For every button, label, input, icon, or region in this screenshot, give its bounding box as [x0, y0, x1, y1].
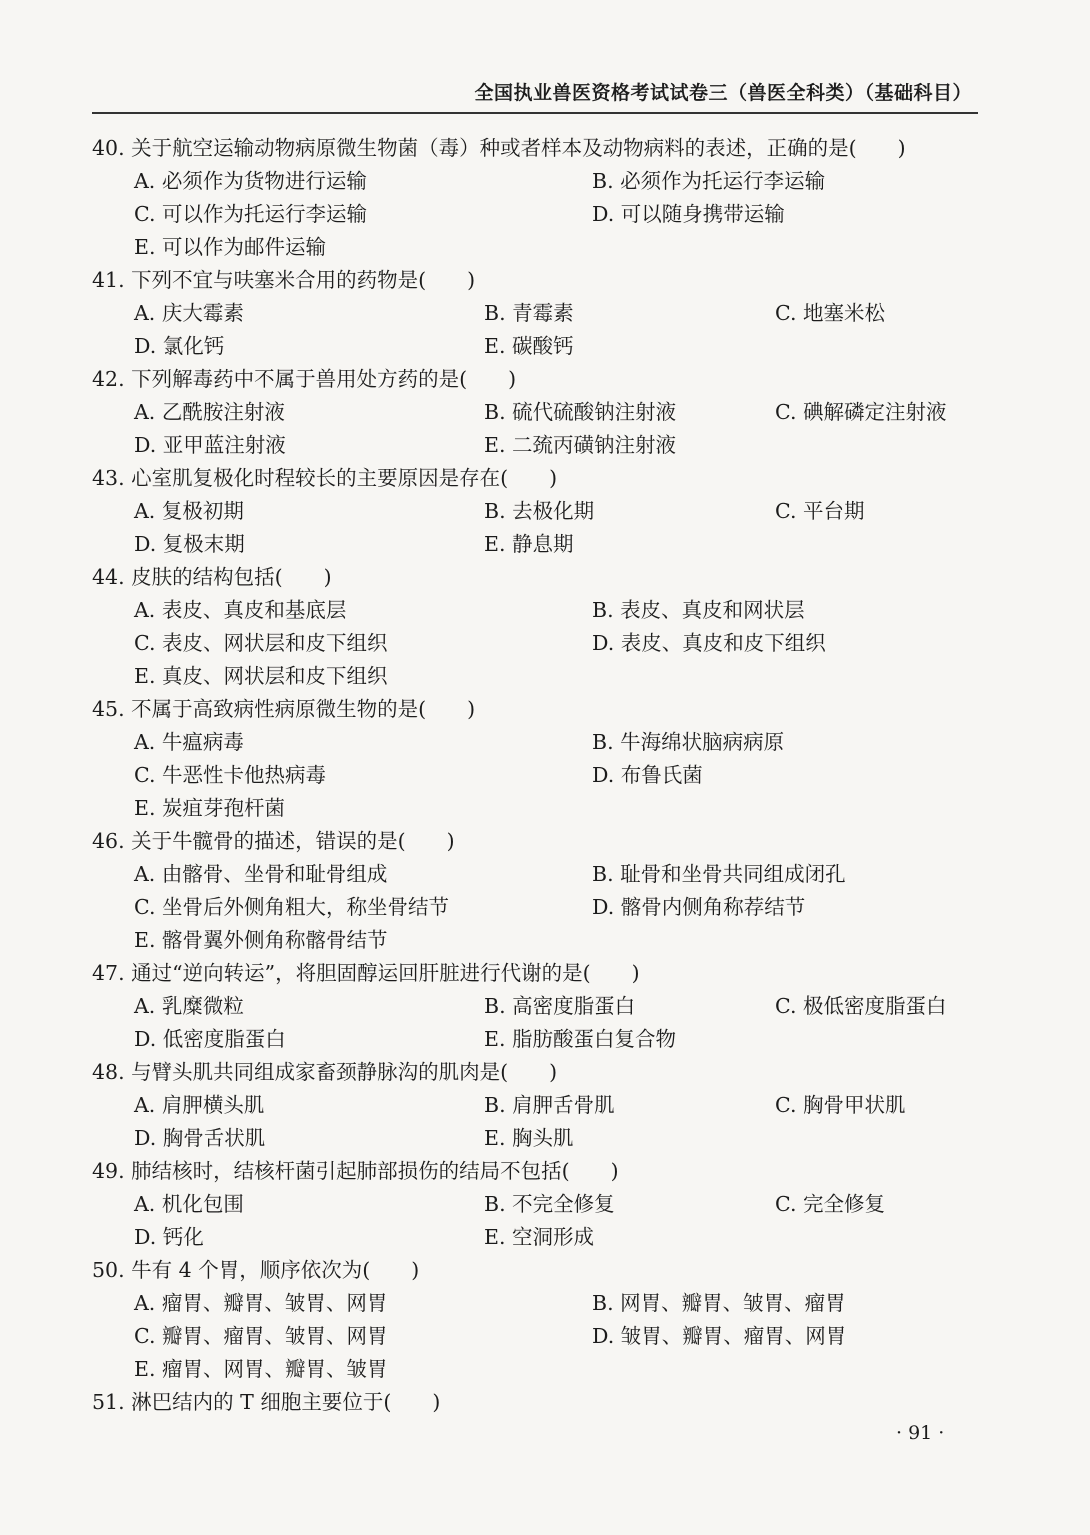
answer-option: A. 机化包围 — [134, 1192, 244, 1216]
answer-option: D. 胸骨舌状肌 — [134, 1126, 266, 1150]
question-stem: 49. 肺结核时，结核杆菌引起肺部损伤的结局不包括( ) — [92, 1159, 619, 1183]
answer-option: C. 瓣胃、瘤胃、皱胃、网胃 — [134, 1324, 388, 1348]
question-stem: 50. 牛有 4 个胃，顺序依次为( ) — [92, 1258, 420, 1282]
option-row — [92, 726, 992, 759]
question-45 — [92, 693, 992, 825]
option-row — [92, 1188, 992, 1221]
question-stem: 45. 不属于高致病性病原微生物的是( ) — [92, 697, 476, 721]
answer-option: B. 高密度脂蛋白 — [484, 994, 636, 1018]
option-row — [92, 429, 992, 462]
option-row — [92, 627, 992, 660]
question-50 — [92, 1254, 992, 1386]
question-44 — [92, 561, 992, 693]
answer-option: A. 庆大霉素 — [134, 301, 244, 325]
answer-option: A. 乙酰胺注射液 — [134, 400, 285, 424]
answer-option: B. 牛海绵状脑病病原 — [592, 730, 785, 754]
answer-option: C. 碘解磷定注射液 — [775, 400, 947, 424]
option-row — [92, 330, 992, 363]
question-41 — [92, 264, 992, 363]
answer-option: A. 牛瘟病毒 — [134, 730, 244, 754]
option-row — [92, 198, 992, 231]
answer-option: D. 氯化钙 — [134, 334, 225, 358]
answer-option: B. 耻骨和坐骨共同组成闭孔 — [592, 862, 846, 886]
question-stem: 51. 淋巴结内的 T 细胞主要位于( ) — [92, 1390, 441, 1414]
answer-option: D. 低密度脂蛋白 — [134, 1027, 286, 1051]
answer-option: D. 髂骨内侧角称荐结节 — [592, 895, 806, 919]
question-43 — [92, 462, 992, 561]
answer-option: D. 表皮、真皮和皮下组织 — [592, 631, 826, 655]
option-row — [92, 660, 992, 693]
option-row — [92, 297, 992, 330]
answer-option: E. 胸头肌 — [484, 1126, 574, 1150]
answer-option: D. 钙化 — [134, 1225, 204, 1249]
option-row — [92, 891, 992, 924]
header-title: 全国执业兽医资格考试试卷三（兽医全科类）（基础科目） — [474, 82, 972, 104]
answer-option: D. 亚甲蓝注射液 — [134, 433, 286, 457]
answer-option: E. 静息期 — [484, 532, 574, 556]
answer-option: E. 瘤胃、网胃、瓣胃、皱胃 — [134, 1357, 388, 1381]
question-list — [92, 132, 992, 1419]
question-stem: 42. 下列解毒药中不属于兽用处方药的是( ) — [92, 367, 517, 391]
option-row — [92, 231, 992, 264]
question-47 — [92, 957, 992, 1056]
answer-option: E. 真皮、网状层和皮下组织 — [134, 664, 388, 688]
answer-option: D. 可以随身携带运输 — [592, 202, 785, 226]
answer-option: D. 复极末期 — [134, 532, 245, 556]
question-stem: 47. 通过“逆向转运”，将胆固醇运回肝脏进行代谢的是( ) — [92, 961, 640, 985]
option-row — [92, 1320, 992, 1353]
answer-option: C. 地塞米松 — [775, 301, 885, 325]
option-row — [92, 924, 992, 957]
option-row — [92, 1221, 992, 1254]
option-row — [92, 594, 992, 627]
answer-option: B. 必须作为托运行李运输 — [592, 169, 826, 193]
question-51 — [92, 1386, 992, 1419]
option-row — [92, 1287, 992, 1320]
answer-option: B. 硫代硫酸钠注射液 — [484, 400, 677, 424]
answer-option: C. 可以作为托运行李运输 — [134, 202, 367, 226]
answer-option: C. 表皮、网状层和皮下组织 — [134, 631, 388, 655]
question-46 — [92, 825, 992, 957]
question-49 — [92, 1155, 992, 1254]
option-row — [92, 1023, 992, 1056]
answer-option: C. 平台期 — [775, 499, 865, 523]
answer-option: E. 炭疽芽孢杆菌 — [134, 796, 285, 820]
answer-option: A. 必须作为货物进行运输 — [134, 169, 367, 193]
answer-option: B. 去极化期 — [484, 499, 595, 523]
answer-option: E. 碳酸钙 — [484, 334, 574, 358]
option-row — [92, 792, 992, 825]
answer-option: A. 表皮、真皮和基底层 — [134, 598, 347, 622]
answer-option: C. 胸骨甲状肌 — [775, 1093, 906, 1117]
question-stem: 48. 与臂头肌共同组成家畜颈静脉沟的肌肉是( ) — [92, 1060, 558, 1084]
answer-option: C. 极低密度脂蛋白 — [775, 994, 947, 1018]
answer-option: B. 青霉素 — [484, 301, 574, 325]
question-42 — [92, 363, 992, 462]
answer-option: C. 牛恶性卡他热病毒 — [134, 763, 326, 787]
answer-option: A. 复极初期 — [134, 499, 244, 523]
option-row — [92, 759, 992, 792]
answer-option: A. 瘤胃、瓣胃、皱胃、网胃 — [134, 1291, 388, 1315]
answer-option: D. 布鲁氏菌 — [592, 763, 703, 787]
answer-option: B. 不完全修复 — [484, 1192, 615, 1216]
option-row — [92, 495, 992, 528]
option-row — [92, 396, 992, 429]
answer-option: E. 脂肪酸蛋白复合物 — [484, 1027, 676, 1051]
option-row — [92, 858, 992, 891]
option-row — [92, 1353, 992, 1386]
answer-option: A. 由髂骨、坐骨和耻骨组成 — [134, 862, 388, 886]
option-row — [92, 990, 992, 1023]
question-40 — [92, 132, 992, 264]
question-stem: 40. 关于航空运输动物病原微生物菌（毒）种或者样本及动物病料的表述，正确的是( ) — [92, 136, 906, 160]
question-stem: 41. 下列不宜与呋塞米合用的药物是( ) — [92, 268, 476, 292]
answer-option: B. 网胃、瓣胃、皱胃、瘤胃 — [592, 1291, 846, 1315]
running-header — [92, 72, 978, 114]
option-row — [92, 1122, 992, 1155]
page-number: · 91 · — [896, 1422, 945, 1444]
option-row — [92, 528, 992, 561]
option-row — [92, 1089, 992, 1122]
answer-option: A. 肩胛横头肌 — [134, 1093, 265, 1117]
question-stem: 44. 皮肤的结构包括( ) — [92, 565, 332, 589]
question-stem: 46. 关于牛髋骨的描述，错误的是( ) — [92, 829, 455, 853]
question-48 — [92, 1056, 992, 1155]
answer-option: E. 空洞形成 — [484, 1225, 594, 1249]
answer-option: A. 乳糜微粒 — [134, 994, 244, 1018]
answer-option: C. 完全修复 — [775, 1192, 885, 1216]
answer-option: D. 皱胃、瓣胃、瘤胃、网胃 — [592, 1324, 847, 1348]
answer-option: E. 可以作为邮件运输 — [134, 235, 326, 259]
answer-option: E. 髂骨翼外侧角称髂骨结节 — [134, 928, 388, 952]
question-stem: 43. 心室肌复极化时程较长的主要原因是存在( ) — [92, 466, 558, 490]
answer-option: E. 二巯丙磺钠注射液 — [484, 433, 676, 457]
answer-option: B. 肩胛舌骨肌 — [484, 1093, 615, 1117]
option-row — [92, 165, 992, 198]
answer-option: B. 表皮、真皮和网状层 — [592, 598, 805, 622]
answer-option: C. 坐骨后外侧角粗大，称坐骨结节 — [134, 895, 449, 919]
